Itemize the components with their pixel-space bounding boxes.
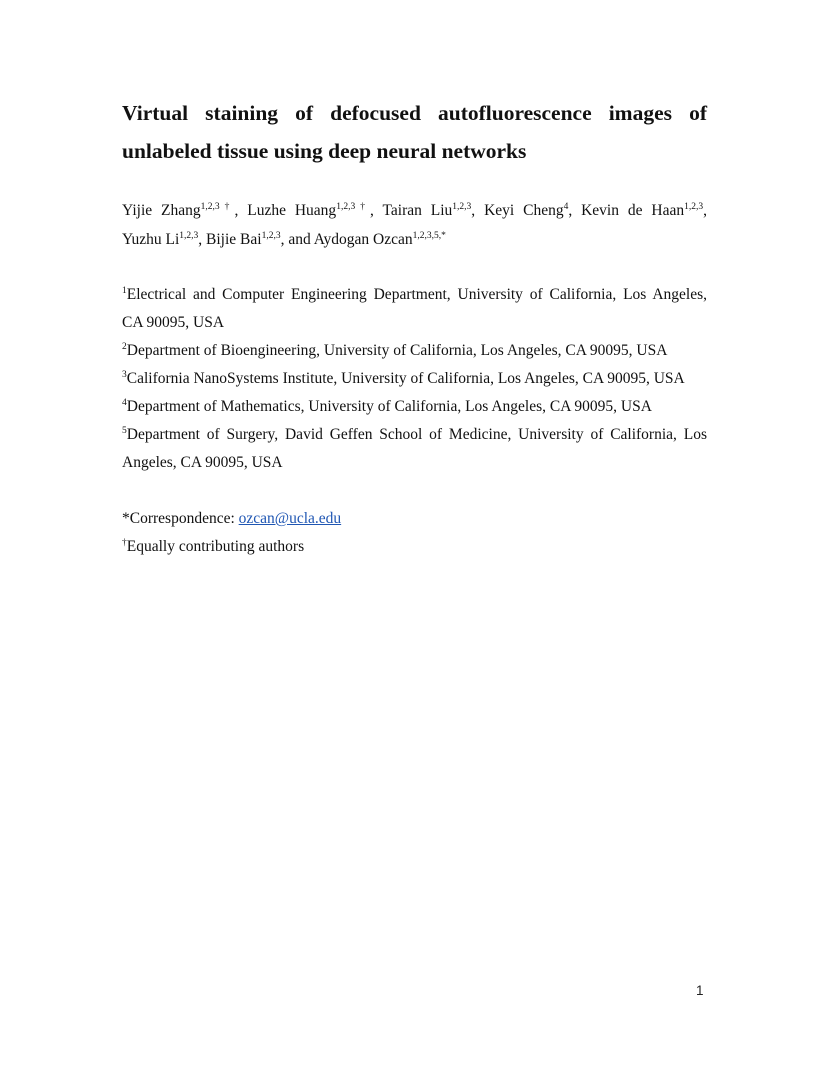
affiliation-text: Department of Bioengineering, University of California, Los Angeles, CA 90095, USA [126,342,668,359]
affiliation-text: Department of Surgery, David Geffen School of Medicine, University of California, Los [126,426,707,443]
author-separator: , [234,202,248,219]
author-name: Bijie Bai [206,230,262,248]
affiliation-line [122,281,707,309]
author-separator: , [471,202,485,219]
affiliation-item [122,337,707,365]
affiliation-text-continued: CA 90095, USA [122,314,225,331]
author-name: Aydogan Ozcan [313,230,413,248]
author-list [122,197,707,254]
title-line-2: unlabeled tissue using deep neural networks [122,139,527,163]
author-name: Yuzhu Li [122,230,180,248]
correspondence-line [122,505,707,533]
equal-contribution-note [122,533,707,561]
author-separator: , [703,202,707,219]
correspondence-label: *Correspondence: [122,510,239,527]
affiliation-number: 5 [122,426,127,436]
affiliation-text: Department of Mathematics, University of California, Los Angeles, CA 90095, USA [126,398,652,415]
author-affiliation-marks: 1,2,3 [684,202,704,212]
affiliation-number: 4 [122,398,127,408]
author-affiliation-marks: 1,2,3 [261,230,281,241]
author-affiliation-marks: 1,2,3 [452,202,472,212]
affiliation-number: 3 [122,370,127,380]
affiliation-list [122,281,707,477]
correspondence-email-link[interactable]: ozcan@ucla.edu [238,510,342,527]
author-line-1 [122,197,707,226]
paper-title [122,94,707,170]
affiliation-number: 2 [122,342,127,352]
author-affiliation-marks: 1,2,3† [200,202,235,212]
author-name: Keyi Cheng [484,202,564,219]
author-affiliation-marks: 1,2,3,5,* [412,230,446,241]
dagger-mark: † [122,538,127,548]
affiliation-text: Electrical and Computer Engineering Department, University of California, Los Angeles, [126,286,707,303]
author-affiliation-marks: 4 [563,202,569,212]
equal-contribution-text: Equally contributing authors [126,538,305,555]
affiliation-item [122,421,707,477]
affiliation-number: 1 [122,286,127,296]
affiliation-item [122,365,707,393]
affiliation-item [122,281,707,337]
correspondence-block [122,505,707,561]
author-name: Luzhe Huang [247,202,337,219]
title-line-1: Virtual staining of defocused autofluorescence images of [122,101,707,125]
page-number: 1 [696,983,704,998]
affiliation-text-continued: Angeles, CA 90095, USA [122,454,283,471]
affiliation-line [122,421,707,449]
author-name: Yijie Zhang [122,202,201,219]
author-separator: , [568,202,582,219]
affiliation-item [122,393,707,421]
author-separator: , [198,230,207,248]
author-line-2 [122,226,707,255]
author-name: Kevin de Haan [581,202,685,219]
affiliation-text: California NanoSystems Institute, University of California, Los Angeles, CA 90095, USA [126,370,685,387]
author-affiliation-marks: 1,2,3† [336,202,370,212]
author-separator: , and [280,230,314,248]
author-separator: , [370,202,383,219]
author-affiliation-marks: 1,2,3 [179,230,199,241]
author-name: Tairan Liu [382,202,453,219]
